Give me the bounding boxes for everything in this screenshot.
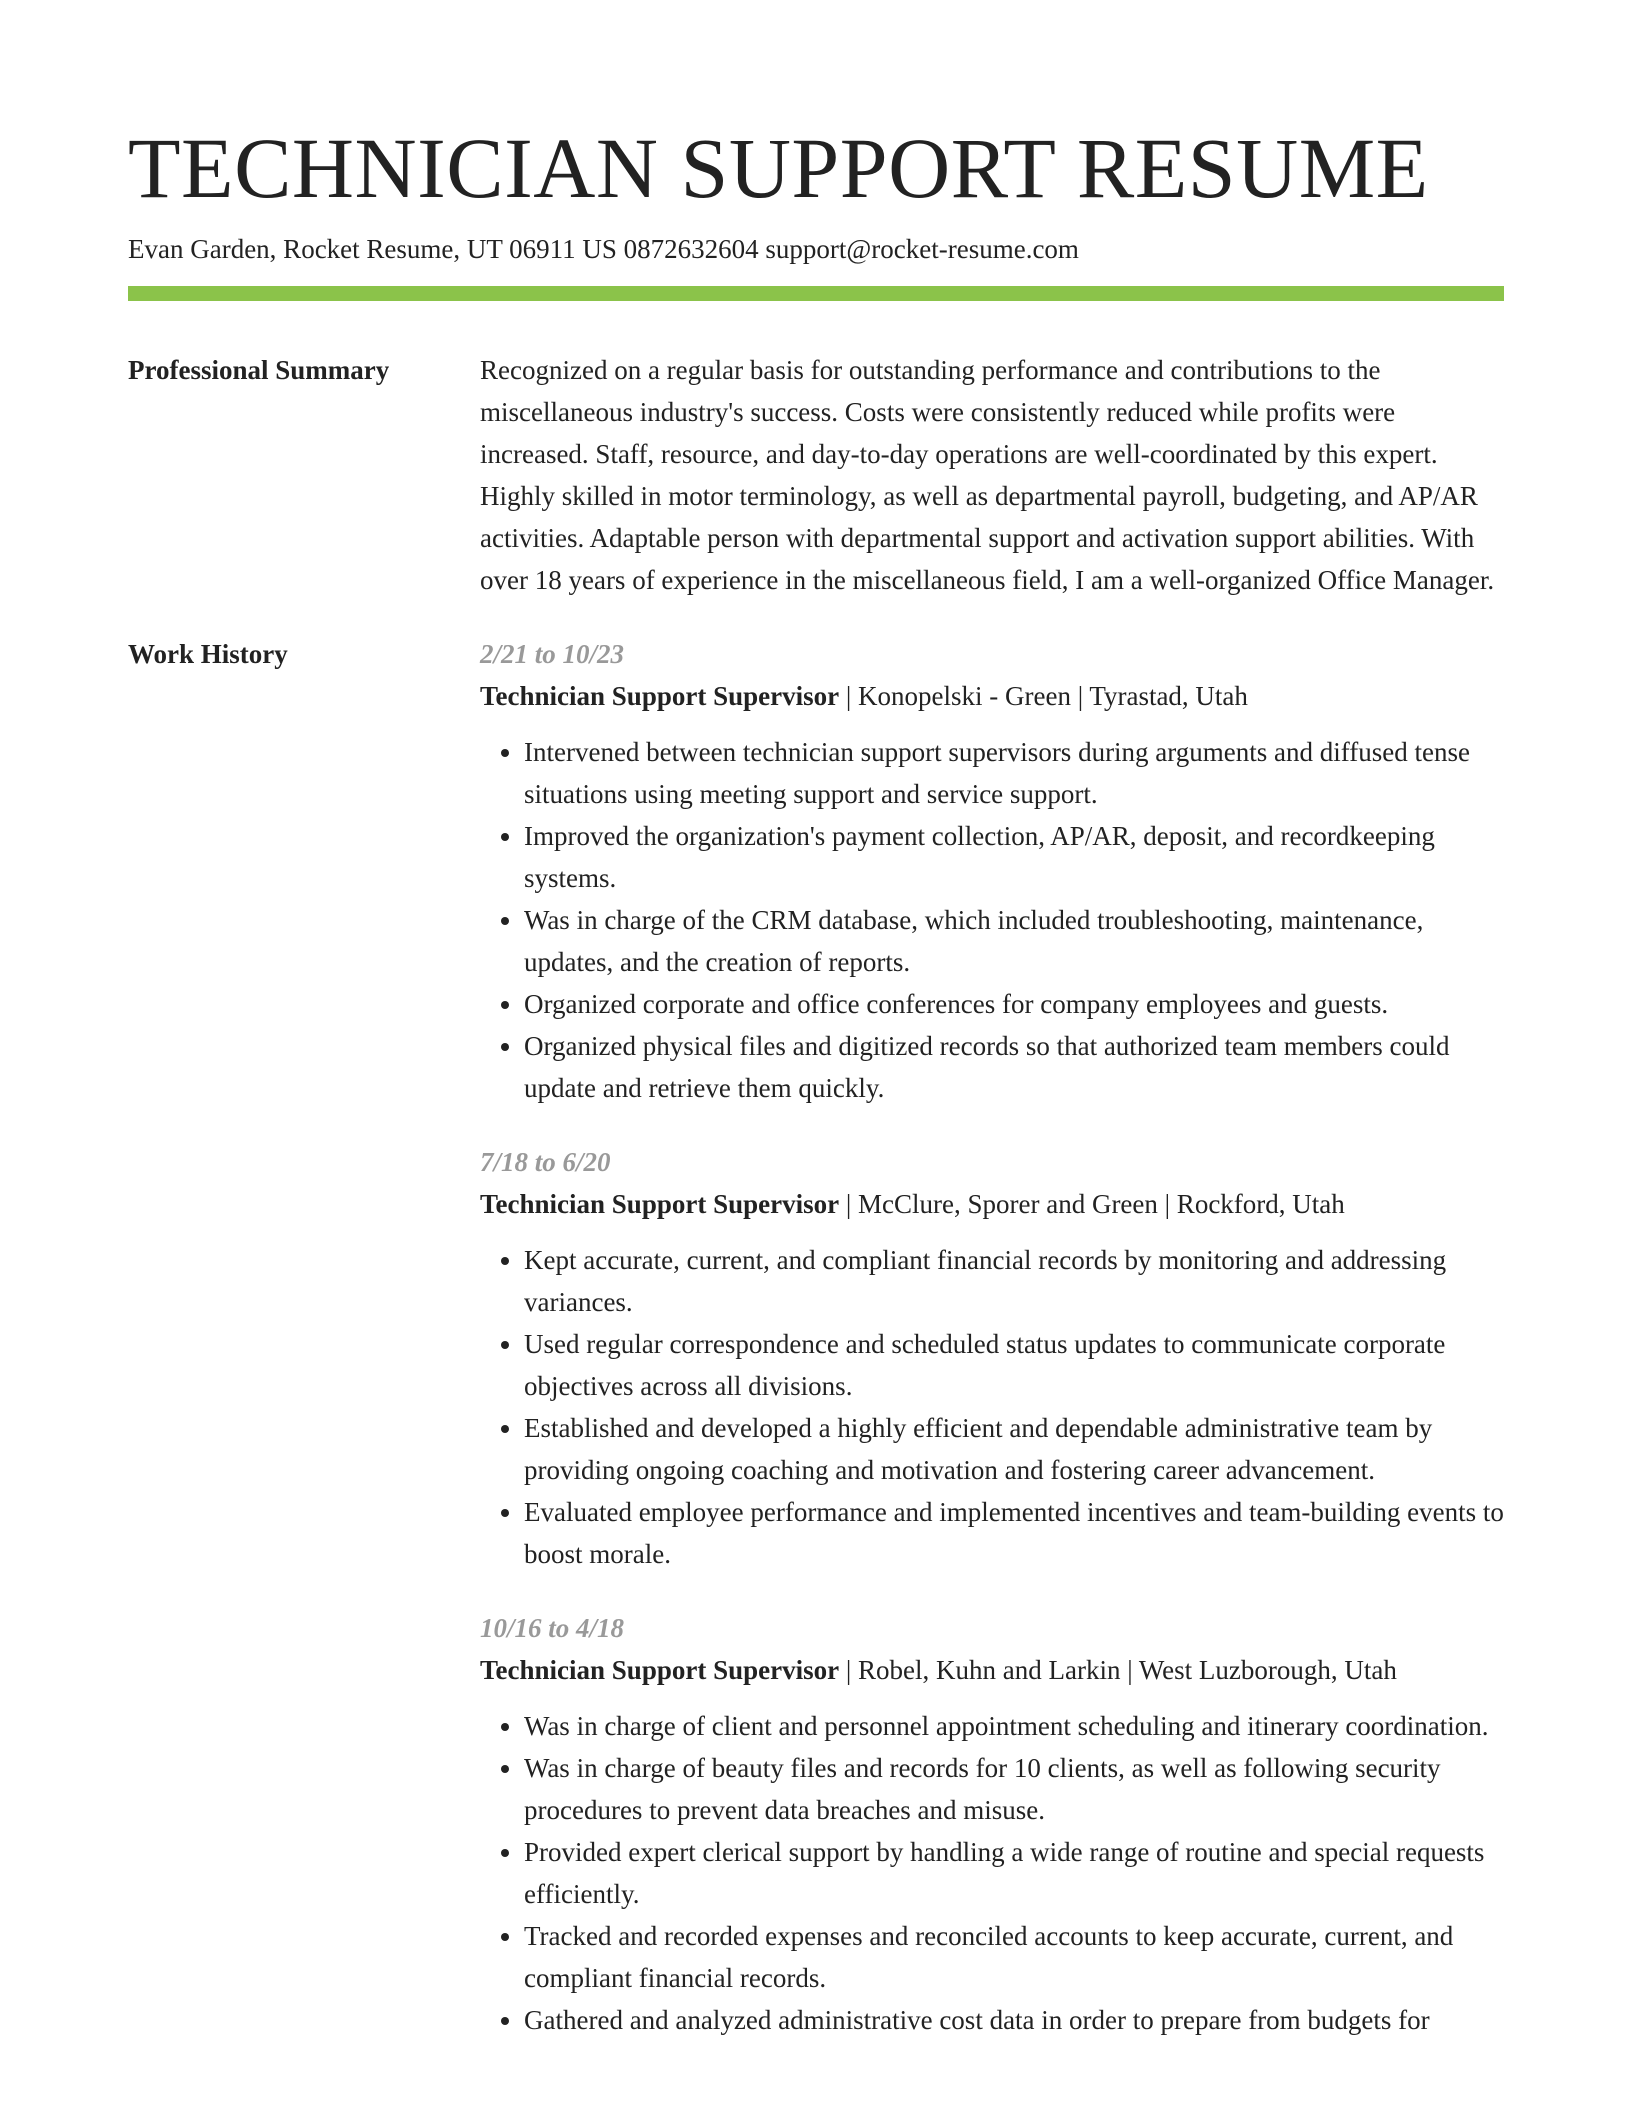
job-heading [480, 675, 1504, 717]
work-history-section [128, 633, 1504, 2073]
job-bullet: • Improved the organization's payment collection, AP/AR, deposit, and recordkeeping systems. [524, 815, 1504, 899]
resume-page [128, 0, 1504, 2073]
accent-divider [128, 286, 1504, 301]
job-entry [480, 1141, 1504, 1575]
job-heading [480, 1183, 1504, 1225]
job-dates: 2/21 to 10/23 [480, 639, 625, 669]
job-bullet: • Established and developed a highly efficient and dependable administrative team by providing ongoing coaching and motivation and fostering career advancement. [524, 1407, 1504, 1491]
job-heading [480, 1649, 1504, 1691]
professional-summary-section [128, 349, 1504, 601]
job-bullet-list [480, 1705, 1504, 2041]
job-details: | McClure, Sporer and Green | Rockford, Utah [839, 1189, 1345, 1219]
resume-title: TECHNICIAN SUPPORT RESUME [128, 120, 1429, 216]
job-bullet: • Was in charge of client and personnel appointment scheduling and itinerary coordination. [524, 1705, 1504, 1747]
job-dates: 7/18 to 6/20 [480, 1147, 611, 1177]
job-bullet: • Organized corporate and office conferences for company employees and guests. [524, 983, 1504, 1025]
job-bullet: • Provided expert clerical support by handling a wide range of routine and special requests efficiently. [524, 1831, 1504, 1915]
job-title: Technician Support Supervisor [480, 1655, 840, 1685]
job-details: | Konopelski - Green | Tyrastad, Utah [839, 681, 1248, 711]
job-bullet-list [480, 1239, 1504, 1575]
job-bullet: • Organized physical files and digitized records so that authorized team members could update and retrieve them quickly. [524, 1025, 1504, 1109]
job-dates: 10/16 to 4/18 [480, 1613, 625, 1643]
job-bullet: • Intervened between technician support supervisors during arguments and diffused tense situations using meeting support and service support. [524, 731, 1504, 815]
job-bullet: • Was in charge of the CRM database, which included troubleshooting, maintenance, updates, and the creation of reports. [524, 899, 1504, 983]
job-bullet: • Gathered and analyzed administrative cost data in order to prepare from budgets for [524, 1999, 1504, 2041]
section-label-summary: Professional Summary [128, 355, 390, 385]
job-title: Technician Support Supervisor [480, 681, 840, 711]
job-entry [480, 1607, 1504, 2041]
job-bullet: • Was in charge of beauty files and records for 10 clients, as well as following security procedures to prevent data breaches and misuse. [524, 1747, 1504, 1831]
summary-text: Recognized on a regular basis for outstanding performance and contributions to the miscellaneous industry's success. Costs were consistently reduced while profits were increased. Staff, resource, and day-to-day operations are well-coordinated by this expert. Highly skilled in motor terminology, as well as departmental payroll, budgeting, and AP/AR activities. Adaptable person with departmental support and activation support abilities. With over 18 years of experience in the miscellaneous field, I am a well-organized Office Manager. [480, 355, 1495, 595]
job-bullet: • Used regular correspondence and scheduled status updates to communicate corporate objectives across all divisions. [524, 1323, 1504, 1407]
section-label-work-history: Work History [128, 639, 288, 669]
job-details: | Robel, Kuhn and Larkin | West Luzborough, Utah [839, 1655, 1397, 1685]
contact-line: Evan Garden, Rocket Resume, UT 06911 US 0872632604 support@rocket-resume.com [128, 234, 1079, 264]
job-bullet-list [480, 731, 1504, 1109]
job-bullet: • Kept accurate, current, and compliant financial records by monitoring and addressing variances. [524, 1239, 1504, 1323]
job-bullet: • Evaluated employee performance and implemented incentives and team-building events to boost morale. [524, 1491, 1504, 1575]
job-entry [480, 633, 1504, 1109]
job-bullet: • Tracked and recorded expenses and reconciled accounts to keep accurate, current, and compliant financial records. [524, 1915, 1504, 1999]
job-title: Technician Support Supervisor [480, 1189, 840, 1219]
